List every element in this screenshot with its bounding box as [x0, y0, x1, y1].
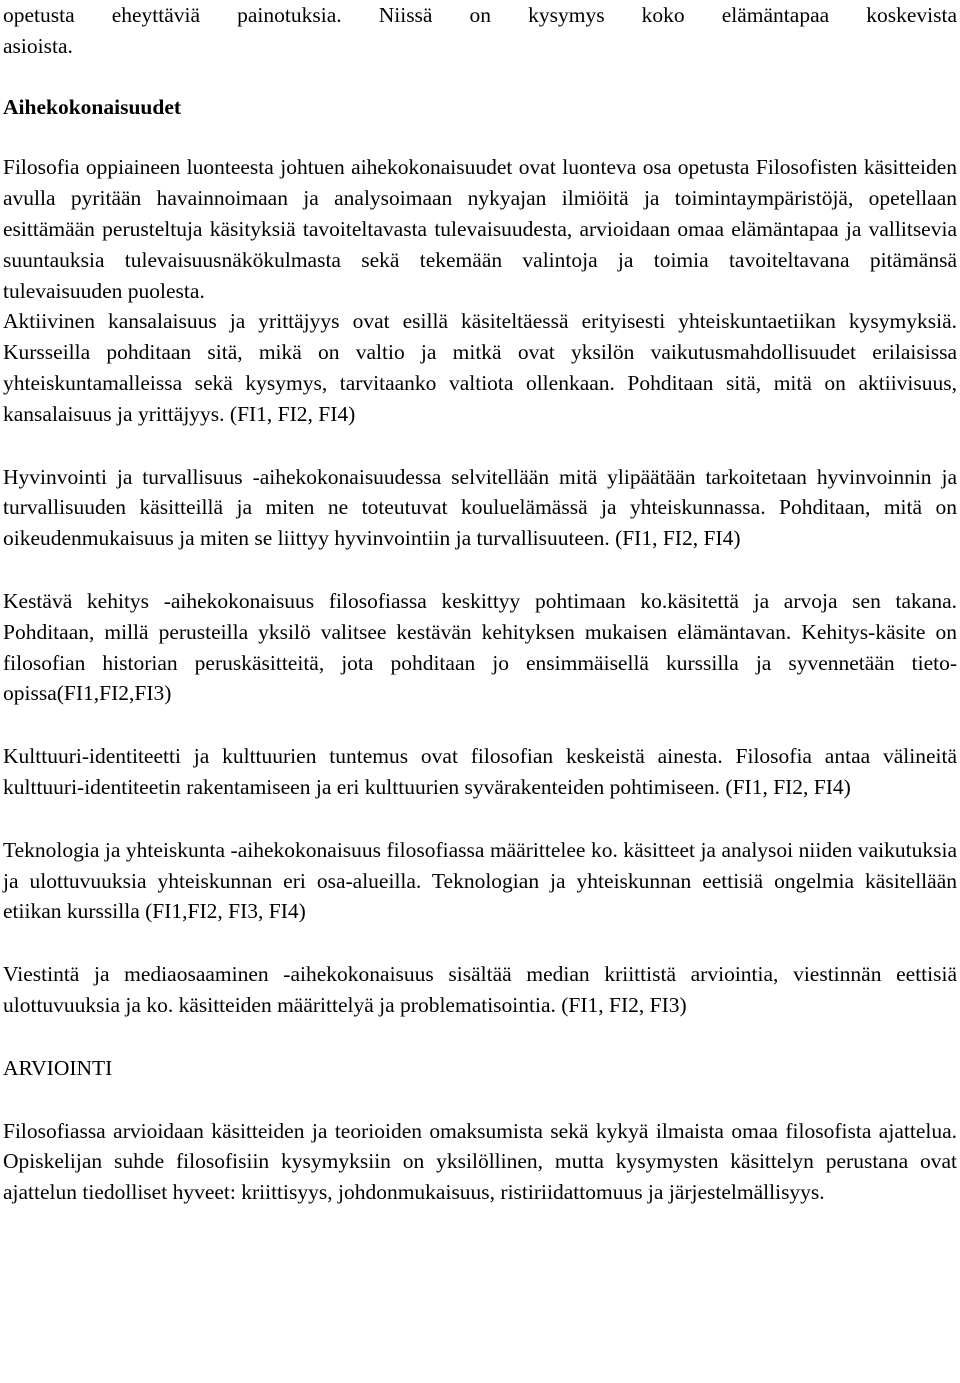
section-heading-arviointi: ARVIOINTI [3, 1055, 113, 1080]
paragraph-teknologia: Teknologia ja yhteiskunta -aihekokonaisuus filosofiassa määrittelee ko. käsitteet ja analysoi niiden vaikutuksia ja ulottuvuuksia yhteiskunnan eri osa-alueilla. Teknologian ja yhteiskunnan eettisiä ongelmia käsitellään etiikan kurssilla (FI1,FI2, FI3, FI4) [3, 837, 957, 924]
paragraph-aktiivinen-kansalaisuus: Aktiivinen kansalaisuus ja yrittäjyys ovat esillä käsiteltäessä erityisesti yhteiskuntaetiikan kysymyksiä. Kursseilla pohditaan sitä, mikä on valtio ja mitkä ovat yksilön vaikutusmahdollisuudet erilaisissa yhteiskuntamalleissa sekä kysymys, tarvitaanko valtiota ollenkaan. Pohditaan sitä, mitä on aktiivisuus, kansalaisuus ja yrittäjyys. (FI1, FI2, FI4) [3, 309, 957, 426]
paragraph-kulttuuri-identiteetti: Kulttuuri-identiteetti ja kulttuurien tuntemus ovat filosofian keskeistä ainesta. Filosofia antaa välineitä kulttuuri-identiteetin rakentamiseen ja eri kulttuurien syvärakenteiden pohtimiseen. (FI1, FI2, FI4) [3, 744, 957, 799]
intro-line-1: opetusta eheyttäviä painotuksia. Niissä on kysymys koko elämäntapaa koskevista [3, 3, 957, 27]
intro-paragraph-end [3, 31, 957, 62]
paragraph-arviointi: Filosofiassa arvioidaan käsitteiden ja teorioiden omaksumista sekä kykyä ilmaista omaa filosofista ajattelua. Opiskelijan suhde filosofisiin kysymyksiin on yksilöllinen, mutta kysymysten käsittelyn perustana ovat ajattelun tiedolliset hyveet: kriittisyys, johdonmukaisuus, ristiriidattomuus ja järjestelmällisyys. [3, 1118, 957, 1205]
paragraph-filosofia: Filosofia oppiaineen luonteesta johtuen aihekokonaisuudet ovat luonteva osa opetusta Filosofisten käsitteiden avulla pyritään havainnoimaan ja analysoimaan nykyajan ilmiöitä ja toimintaympäristöjä, opetellaan esittämään perusteltuja käsityksiä tavoiteltavasta tulevaisuudesta, arvioidaan omaa elämäntapaa ja vallitsevia suuntauksia tulevaisuusnäkökulmasta sekä tekemään valintoja ja toimia tavoiteltavana pitämänsä tulevaisuuden puolesta. [3, 155, 957, 303]
intro-line-2: asioista. [3, 33, 73, 58]
document-page [3, 0, 957, 1208]
section-heading-aihekokonaisuudet: Aihekokonaisuudet [3, 94, 182, 119]
intro-paragraph [3, 0, 957, 31]
paragraph-kestava-kehitys: Kestävä kehitys -aihekokonaisuus filosofiassa keskittyy pohtimaan ko.käsitettä ja arvoja sen takana. Pohditaan, millä perusteilla yksilö valitsee kestävän kehityksen mukaisen elämäntavan. Kehitys-käsite on filosofian historian peruskäsitteitä, jota pohditaan jo ensimmäisellä kurssilla ja syvennetään tieto-opissa(FI1,FI2,FI3) [3, 588, 957, 706]
paragraph-viestinta: Viestintä ja mediaosaaminen -aihekokonaisuus sisältää median kriittistä arviointia, viestinnän eettisiä ulottuvuuksia ja ko. käsitteiden määrittelyä ja problematisointia. (FI1, FI2, FI3) [3, 962, 957, 1017]
paragraph-hyvinvointi: Hyvinvointi ja turvallisuus -aihekokonaisuudessa selvitellään mitä ylipäätään tarkoitetaan hyvinvoinnin ja turvallisuuden käsitteillä ja miten ne toteutuvat kouluelämässä ja yhteiskunnassa. Pohditaan, mitä on oikeudenmukaisuus ja miten se liittyy hyvinvointiin ja turvallisuuteen. (FI1, FI2, FI4) [3, 464, 957, 551]
